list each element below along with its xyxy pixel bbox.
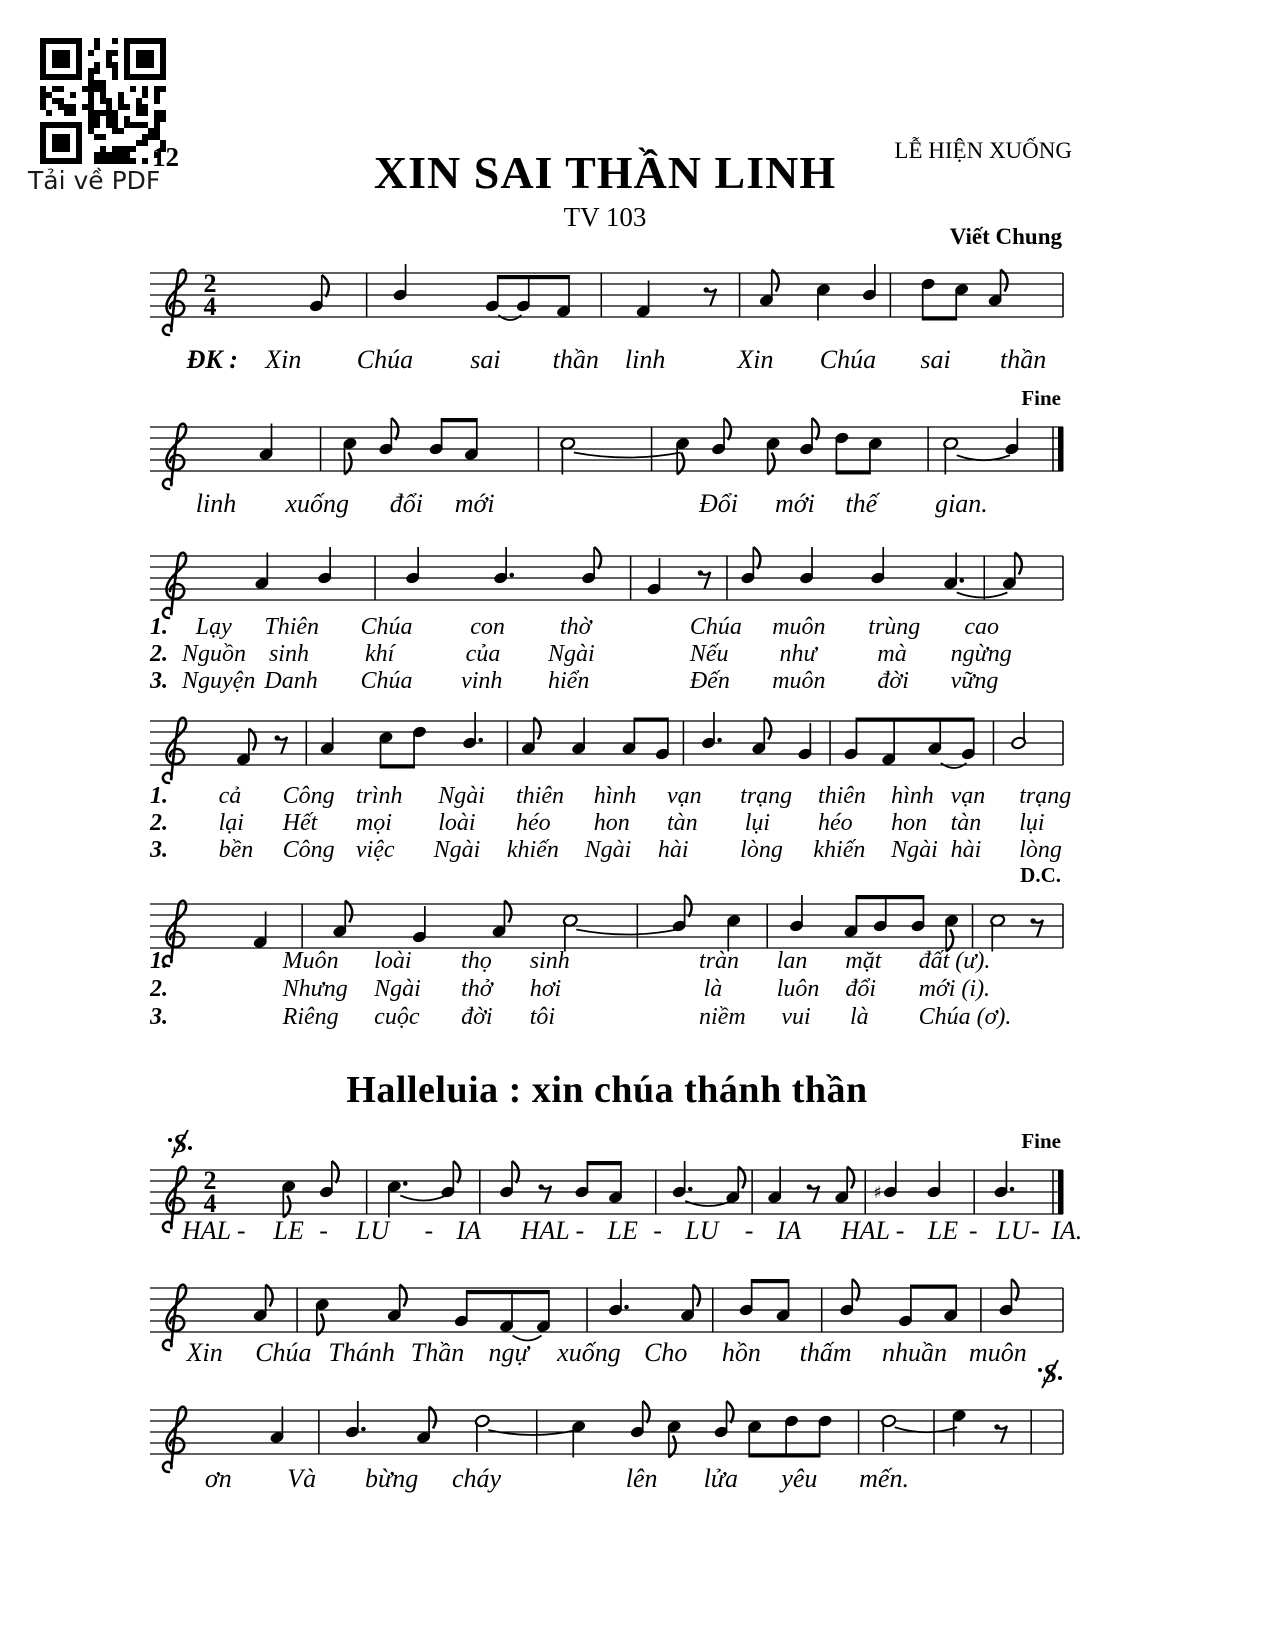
lyric-syllable: mặt xyxy=(845,948,882,974)
music-system-verse-2 xyxy=(150,679,1072,863)
lyric-label: 3. xyxy=(150,1004,168,1030)
lyric-syllable: Chúa xyxy=(360,668,413,694)
lyric-syllable: của xyxy=(465,641,501,667)
navigation-marking: Fine xyxy=(1021,1129,1061,1153)
lyric-syllable: hiển xyxy=(548,668,590,694)
lyric-syllable: HAL xyxy=(520,1216,570,1245)
note xyxy=(671,895,691,933)
note xyxy=(666,1420,682,1458)
lyric-syllable: lụi xyxy=(1019,810,1045,836)
lyric-syllable: IA xyxy=(456,1216,482,1245)
beam xyxy=(751,1279,789,1283)
lyric-syllable: Lạy xyxy=(195,614,232,640)
treble-clef-icon xyxy=(163,553,186,618)
lyric-syllable: mà xyxy=(877,641,907,667)
lyric-syllable: ngừng xyxy=(950,641,1012,667)
lyric-syllable: linh xyxy=(195,489,237,518)
lyric-syllable: hài xyxy=(657,837,689,863)
beam xyxy=(380,764,415,768)
beam xyxy=(587,1161,622,1165)
lyric-syllable: IA xyxy=(776,1216,802,1245)
note xyxy=(440,1161,460,1199)
lyric-syllable: mến. xyxy=(859,1464,909,1493)
note xyxy=(1002,553,1022,591)
note xyxy=(834,1167,854,1205)
lyric-syllable: loài xyxy=(438,810,476,836)
note xyxy=(405,547,421,585)
note xyxy=(392,264,408,302)
music-system-halleluia-verse-2 xyxy=(150,1368,1065,1493)
svg-text:S: S xyxy=(172,1129,188,1158)
lyric-syllable: - xyxy=(653,1216,662,1245)
lyric-syllable: héo xyxy=(516,810,551,836)
note xyxy=(521,718,541,756)
beam xyxy=(466,1290,550,1294)
feast-label: LỄ HIỆN XUỐNG xyxy=(894,138,1072,163)
note xyxy=(416,1407,436,1445)
lyric-syllable: hình xyxy=(593,783,637,809)
lyric-syllable: là xyxy=(703,976,723,1002)
note xyxy=(314,1298,330,1336)
staff xyxy=(150,231,1065,351)
note xyxy=(987,270,1007,308)
lyric-syllable: Nếu xyxy=(689,641,729,667)
lyric-syllable: thế xyxy=(845,489,878,518)
tie xyxy=(576,930,677,935)
note xyxy=(319,718,335,756)
lyric-label: 2. xyxy=(150,810,168,836)
lyric-syllable: đổi xyxy=(389,489,423,518)
composer-name: Viết Chung xyxy=(949,224,1062,249)
time-signature-numerator: 2 xyxy=(203,1166,217,1195)
note xyxy=(499,1161,519,1199)
note xyxy=(751,718,771,756)
tie xyxy=(574,453,681,458)
lyric-syllable: bừng xyxy=(365,1464,419,1493)
lyric-line xyxy=(150,1004,1065,1038)
lyric-line xyxy=(150,1464,1065,1498)
lyric-syllable: - xyxy=(1031,1216,1040,1245)
lyric-syllable: Riêng xyxy=(282,1004,339,1030)
note xyxy=(345,1401,366,1439)
beam xyxy=(836,470,871,474)
eighth-rest xyxy=(698,570,711,589)
beam xyxy=(748,1453,820,1457)
note xyxy=(386,1285,406,1323)
note xyxy=(281,1180,297,1218)
lyric-syllable: niềm xyxy=(699,1004,746,1030)
lyric-label: 1. xyxy=(150,948,168,974)
qr-code-image xyxy=(40,38,166,164)
note xyxy=(635,281,651,319)
lyric-syllable: khiến xyxy=(506,837,559,863)
lyric-syllable: hình xyxy=(891,783,934,809)
lyric-syllable: sinh xyxy=(529,948,570,974)
lyric-syllable: LE xyxy=(927,1216,959,1245)
note xyxy=(608,1279,629,1317)
lyric-syllable: trạng xyxy=(740,783,793,809)
lyric-syllable: LU xyxy=(685,1216,719,1245)
note xyxy=(799,547,815,585)
beam xyxy=(922,316,957,320)
lyric-syllable: vinh xyxy=(461,668,503,694)
lyric-syllable: sinh xyxy=(268,641,309,667)
note xyxy=(740,547,760,585)
note xyxy=(881,1414,897,1452)
lyric-syllable: đổi xyxy=(845,976,877,1002)
note xyxy=(386,1180,407,1218)
lyric-syllable: cao xyxy=(964,614,999,640)
lyric-syllable: Ngài xyxy=(891,837,938,863)
lyric-syllable: tàn xyxy=(950,810,982,836)
lyric-syllable: tàn xyxy=(666,810,698,836)
treble-clef-icon xyxy=(163,1407,186,1472)
svg-text:S: S xyxy=(1042,1359,1058,1388)
music-system-halleluia-verse-1 xyxy=(150,1246,1065,1388)
time-signature-numerator: 2 xyxy=(203,269,217,298)
note xyxy=(990,914,1006,952)
note xyxy=(799,418,819,456)
lyric-syllable: thở xyxy=(461,976,493,1002)
lyric-syllable: gian. xyxy=(935,489,988,518)
music-system-refrain-1 xyxy=(150,231,1065,374)
note xyxy=(797,723,813,761)
lyric-syllable: như xyxy=(779,641,817,667)
lyric-label: 3. xyxy=(150,837,168,863)
lyric-syllable: cả xyxy=(218,783,242,809)
lyric-syllable: Xin xyxy=(265,345,302,374)
note xyxy=(332,901,352,939)
lyric-syllable: muôn xyxy=(772,614,826,640)
qr-download-link[interactable]: Tải về PDF xyxy=(28,166,161,195)
lyric-syllable: - xyxy=(319,1216,328,1245)
note xyxy=(765,437,781,475)
lyric-syllable: Thiên xyxy=(264,614,320,640)
staff xyxy=(150,385,1065,505)
tie xyxy=(957,593,1008,598)
lyric-syllable: đất (ư). xyxy=(918,948,991,974)
note xyxy=(319,1161,339,1199)
note xyxy=(562,914,578,952)
lyric-label: 2. xyxy=(150,641,168,667)
lyric-syllable: - xyxy=(744,1216,754,1245)
lyric-syllable: cháy xyxy=(451,1464,502,1493)
music-system-refrain-2 xyxy=(150,385,1065,518)
lyric-syllable: Ngài xyxy=(584,837,632,863)
lyric-syllable: lan xyxy=(776,948,808,974)
treble-clef-icon xyxy=(163,270,186,335)
page-number: 12 xyxy=(152,142,179,172)
lyric-syllable: ơn xyxy=(204,1464,232,1493)
lyric-syllable: xuống xyxy=(557,1338,621,1367)
lyric-syllable: LE xyxy=(273,1216,304,1245)
lyric-syllable: thiên xyxy=(817,783,866,809)
lyric-syllable: Công xyxy=(282,783,335,809)
lyric-syllable: thần xyxy=(552,345,599,374)
note xyxy=(308,275,328,313)
note xyxy=(943,553,964,591)
note xyxy=(581,547,601,585)
lyric-syllable: thọ xyxy=(461,948,492,974)
eighth-rest xyxy=(538,1184,551,1203)
song-title: XIN SAI THẦN LINH xyxy=(373,147,837,198)
lyric-syllable: Chúa (ơ). xyxy=(918,1004,1012,1030)
lyric-syllable: HAL xyxy=(840,1216,890,1245)
lyric-syllable: Nguồn xyxy=(182,641,247,667)
lyric-syllable: hài xyxy=(950,837,982,863)
lyric-syllable: vạn xyxy=(950,783,986,809)
lyric-syllable: - xyxy=(236,1216,246,1245)
note xyxy=(629,1401,649,1439)
lyric-syllable: - xyxy=(575,1216,585,1245)
note xyxy=(252,1285,272,1323)
beam xyxy=(856,718,975,722)
lyric-syllable: đời xyxy=(461,1004,493,1030)
eighth-rest xyxy=(994,1424,1007,1443)
treble-clef-icon xyxy=(163,718,186,783)
lyric-line xyxy=(150,1338,1065,1372)
staff xyxy=(150,679,1065,799)
lyric-syllable: lòng xyxy=(1019,837,1062,863)
lyric-syllable: hon xyxy=(891,810,928,836)
music-system-verse-1 xyxy=(150,514,1065,694)
segno-icon xyxy=(168,1129,192,1158)
lyric-syllable: Chúa xyxy=(689,614,742,640)
lyric-syllable: lòng xyxy=(740,837,783,863)
lyric-syllable: LU xyxy=(355,1216,390,1245)
lyric-syllable: vững xyxy=(950,668,999,694)
lyric-syllable: thờ xyxy=(559,614,592,640)
note xyxy=(789,895,805,933)
lyric-syllable: vui xyxy=(781,1004,811,1030)
eighth-rest xyxy=(807,1184,820,1203)
lyric-syllable: muôn xyxy=(772,668,826,694)
lyric-syllable: nhuần xyxy=(882,1338,947,1367)
note xyxy=(236,729,256,767)
lyric-syllable: trùng xyxy=(868,614,921,640)
lyric-syllable: Xin xyxy=(737,345,774,374)
note xyxy=(944,914,960,952)
lyric-syllable: hơi xyxy=(529,976,562,1002)
note xyxy=(711,418,731,456)
lyric-syllable: Đến xyxy=(689,668,730,694)
note xyxy=(767,1167,783,1205)
time-signature-denominator: 4 xyxy=(203,1189,217,1218)
eighth-rest xyxy=(1030,918,1043,937)
note xyxy=(998,1279,1018,1317)
lyric-syllable: linh xyxy=(624,345,666,374)
lyric-syllable: lửa xyxy=(703,1464,738,1493)
note xyxy=(491,901,511,939)
lyric-syllable: héo xyxy=(817,810,853,836)
lyric-syllable: xuống xyxy=(285,489,349,518)
note xyxy=(342,437,358,475)
time-signature-denominator: 4 xyxy=(203,292,217,321)
lyric-syllable: trình xyxy=(355,783,403,809)
lyric-line xyxy=(150,1216,1083,1250)
lyric-syllable: Chúa xyxy=(360,614,413,640)
lyric-syllable: Công xyxy=(282,837,335,863)
lyric-label: 3. xyxy=(150,668,168,694)
lyric-syllable: - xyxy=(895,1216,905,1245)
lyric-syllable: cuộc xyxy=(374,1004,420,1030)
lyric-syllable: thấm xyxy=(799,1338,852,1367)
note xyxy=(378,418,398,456)
note xyxy=(258,424,274,462)
note xyxy=(675,437,691,475)
note xyxy=(412,906,428,944)
note xyxy=(671,1161,692,1199)
lyric-syllable: là xyxy=(849,1004,869,1030)
beam xyxy=(441,418,478,422)
note xyxy=(870,547,886,585)
eighth-rest xyxy=(704,287,717,306)
note xyxy=(839,1279,859,1317)
lyric-syllable: Hết xyxy=(282,810,318,836)
lyric-syllable: Xin xyxy=(186,1338,223,1367)
lyric-syllable: thần xyxy=(1000,345,1047,374)
lyric-syllable: Muôn xyxy=(282,948,339,974)
lyric-syllable: thiên xyxy=(516,783,564,809)
note xyxy=(317,547,333,585)
lyric-syllable: Danh xyxy=(264,668,318,694)
psalm-reference: TV 103 xyxy=(563,202,647,232)
note xyxy=(571,718,587,756)
note xyxy=(701,712,722,750)
lyric-syllable: Ngài xyxy=(433,837,481,863)
lyric-syllable: tôi xyxy=(529,1004,556,1030)
beam xyxy=(856,895,925,899)
lyric-syllable: khiến xyxy=(813,837,866,863)
lyric-syllable: đời xyxy=(877,668,909,694)
note xyxy=(462,712,483,750)
note xyxy=(943,437,959,475)
note xyxy=(493,547,514,585)
lyric-syllable: LU xyxy=(996,1216,1030,1245)
note xyxy=(269,1407,285,1445)
sharp-icon: ♯ xyxy=(873,1183,882,1203)
lyric-syllable: ngự xyxy=(488,1338,529,1367)
lyric-syllable: hồn xyxy=(721,1338,761,1367)
note xyxy=(758,270,778,308)
lyric-syllable: vạn xyxy=(666,783,702,809)
lyric-line xyxy=(150,345,1065,379)
lyric-syllable: hon xyxy=(593,810,630,836)
note xyxy=(815,283,831,321)
lyric-syllable: Ngài xyxy=(374,976,421,1002)
treble-clef-icon xyxy=(163,424,186,489)
note xyxy=(646,558,662,596)
tie xyxy=(400,1196,446,1201)
lyric-syllable: Cho xyxy=(644,1338,688,1367)
lyric-syllable: Nhưng xyxy=(282,976,348,1002)
lyric-syllable: Thánh xyxy=(328,1338,395,1367)
lyric-syllable: mới (i). xyxy=(918,976,991,1002)
lyric-syllable: tràn xyxy=(699,948,740,974)
lyric-label: 1. xyxy=(150,614,168,640)
note xyxy=(680,1285,700,1323)
qr-code[interactable] xyxy=(40,38,166,164)
lyric-syllable: Chúa xyxy=(255,1338,312,1367)
navigation-marking: Fine xyxy=(1021,386,1061,410)
lyric-syllable: Và xyxy=(287,1464,317,1493)
lyric-syllable: Chúa xyxy=(356,345,414,374)
note xyxy=(713,1401,733,1439)
beam xyxy=(634,718,669,722)
lyric-syllable: Đổi xyxy=(699,489,738,518)
note xyxy=(252,912,268,950)
lyric-syllable: Nguyện xyxy=(182,668,256,694)
lyric-syllable: lại xyxy=(218,810,244,836)
music-system-halleluia xyxy=(150,1128,1083,1248)
lyric-syllable: Ngài xyxy=(548,641,595,667)
note xyxy=(560,437,576,475)
note xyxy=(926,1161,942,1199)
lyric-syllable: yêu xyxy=(781,1464,818,1493)
lyric-syllable: mọi xyxy=(355,810,392,836)
lyric-syllable: bền xyxy=(218,837,254,863)
lyric-syllable: việc xyxy=(355,837,395,863)
note xyxy=(862,264,878,302)
lyric-syllable: loài xyxy=(374,948,412,974)
lyric-syllable: Thần xyxy=(410,1338,465,1367)
note xyxy=(474,1414,490,1452)
note xyxy=(254,553,270,591)
lyric-syllable: luôn xyxy=(776,976,820,1002)
lyric-syllable: lên xyxy=(625,1464,658,1493)
beam xyxy=(910,1285,957,1289)
lyric-syllable: mới xyxy=(454,489,495,518)
section-title-halleluia: Halleluia : xin chúa thánh thần xyxy=(346,1069,868,1111)
lyric-syllable: Chúa xyxy=(819,345,877,374)
lyric-syllable: Ngài xyxy=(438,783,485,809)
lyric-syllable: - xyxy=(424,1216,434,1245)
lyric-syllable: con xyxy=(470,614,505,640)
lyric-syllable: sai xyxy=(920,345,951,374)
lyric-syllable: HAL xyxy=(182,1216,232,1245)
note xyxy=(1011,712,1027,750)
note xyxy=(726,914,742,952)
note xyxy=(725,1167,745,1205)
lyric-label: ĐK : xyxy=(186,345,238,374)
lyric-syllable: - xyxy=(968,1216,978,1245)
lyric-syllable: muôn xyxy=(968,1338,1027,1367)
lyric-label: 2. xyxy=(150,976,168,1002)
lyric-syllable: khí xyxy=(365,641,395,667)
lyric-syllable: IA. xyxy=(1051,1216,1083,1245)
music-system-verse-3 xyxy=(150,862,1065,1030)
navigation-marking: D.C. xyxy=(1020,863,1061,887)
lyric-syllable: trạng xyxy=(1019,783,1072,809)
lyric-label: 1. xyxy=(150,783,168,809)
lyric-syllable: lụi xyxy=(744,810,771,836)
note xyxy=(873,1161,898,1203)
lyric-syllable: sai xyxy=(470,345,501,374)
beam xyxy=(497,275,570,279)
note xyxy=(1004,418,1020,456)
note xyxy=(993,1161,1014,1199)
lyric-syllable: LE xyxy=(607,1216,638,1245)
lyric-syllable: mới xyxy=(774,489,815,518)
eighth-rest xyxy=(274,735,287,754)
note xyxy=(571,1420,587,1458)
